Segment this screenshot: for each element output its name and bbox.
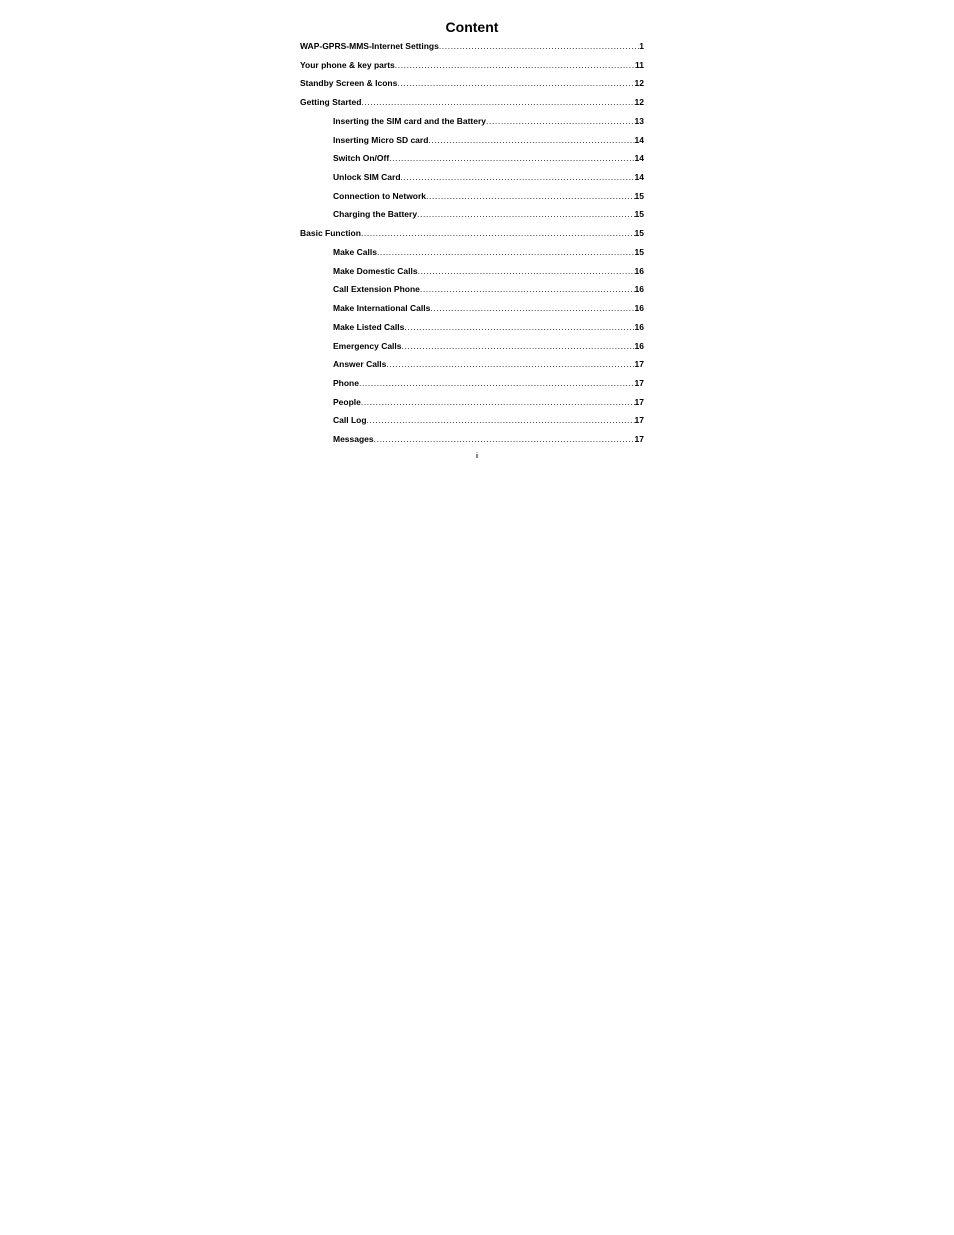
dot-leader <box>386 359 634 369</box>
toc-entry[interactable] <box>300 322 644 341</box>
toc-entry-label: Your phone & key parts <box>300 59 395 70</box>
toc-entry[interactable] <box>300 359 644 378</box>
toc-entry[interactable] <box>300 228 644 247</box>
toc-entry[interactable] <box>300 60 644 79</box>
toc-entry-label: Getting Started <box>300 97 362 108</box>
toc-entry[interactable] <box>300 191 644 210</box>
toc-entry[interactable] <box>300 303 644 322</box>
toc-entry-label: Answer Calls <box>333 359 387 370</box>
toc-entry-label: Make International Calls <box>333 303 431 314</box>
toc-entry-page: 15 <box>634 246 644 257</box>
dot-leader <box>397 78 634 88</box>
toc-entry[interactable] <box>300 434 644 453</box>
dot-leader <box>361 228 635 238</box>
toc-entry[interactable] <box>300 378 644 397</box>
toc-entry[interactable] <box>300 397 644 416</box>
dot-leader <box>426 191 635 201</box>
table-of-contents <box>300 41 644 453</box>
toc-entry-page: 17 <box>634 359 644 370</box>
toc-entry[interactable] <box>300 97 644 116</box>
toc-entry-label: Switch On/Off <box>333 153 390 164</box>
dot-leader <box>420 284 635 294</box>
toc-entry-page: 12 <box>634 97 644 108</box>
toc-entry[interactable] <box>300 153 644 172</box>
toc-entry-page: 1 <box>639 41 644 51</box>
toc-entry-page: 14 <box>634 172 644 183</box>
toc-entry-label: WAP-GPRS-MMS-Internet Settings <box>300 41 439 51</box>
toc-entry-label: Phone <box>333 377 359 388</box>
toc-entry-page: 14 <box>634 153 644 164</box>
toc-entry-page: 17 <box>634 415 644 426</box>
dot-leader <box>377 247 635 257</box>
toc-entry[interactable] <box>300 284 644 303</box>
dot-leader <box>374 434 635 444</box>
toc-entry-label: Make Calls <box>333 246 377 257</box>
toc-entry-label: Charging the Battery <box>333 209 418 220</box>
toc-entry-page: 16 <box>634 284 644 295</box>
dot-leader <box>439 41 639 51</box>
toc-entry[interactable] <box>300 41 644 60</box>
toc-entry[interactable] <box>300 116 644 135</box>
toc-entry[interactable] <box>300 415 644 434</box>
toc-entry-label: Inserting the SIM card and the Battery <box>333 115 487 126</box>
toc-entry-page: 16 <box>634 303 644 314</box>
toc-entry-label: Standby Screen & Icons <box>300 78 398 89</box>
toc-entry-label: Basic Function <box>300 228 361 239</box>
page-title: Content <box>445 19 499 35</box>
toc-entry-page: 14 <box>634 134 644 145</box>
toc-entry-label: Inserting Micro SD card <box>333 134 429 145</box>
dot-leader <box>367 415 635 425</box>
toc-entry-page: 15 <box>634 190 644 201</box>
dot-leader <box>401 172 635 182</box>
toc-entry-label: Make Listed Calls <box>333 321 405 332</box>
toc-entry-label: Connection to Network <box>333 190 427 201</box>
toc-entry[interactable] <box>300 341 644 360</box>
toc-entry[interactable] <box>300 209 644 228</box>
dot-leader <box>402 341 635 351</box>
toc-entry-page: 17 <box>634 434 644 445</box>
dot-leader <box>417 209 634 219</box>
toc-entry[interactable] <box>300 135 644 154</box>
toc-entry-label: Emergency Calls <box>333 340 402 351</box>
toc-entry[interactable] <box>300 266 644 285</box>
page-number: ii <box>475 453 479 460</box>
toc-entry-page: 12 <box>634 78 644 89</box>
toc-entry-page: 16 <box>634 265 644 276</box>
toc-entry-page: 16 <box>634 340 644 351</box>
toc-entry-page: 11 <box>635 59 644 70</box>
toc-entry-page: 15 <box>634 228 644 239</box>
dot-leader <box>395 60 635 70</box>
toc-entry-page: 13 <box>634 115 644 126</box>
toc-entry-page: 17 <box>634 396 644 407</box>
toc-entry[interactable] <box>300 247 644 266</box>
toc-entry-page: 15 <box>634 209 644 220</box>
dot-leader <box>418 266 635 276</box>
toc-entry-label: Messages <box>333 434 374 445</box>
toc-entry-page: 17 <box>634 377 644 388</box>
toc-entry-label: People <box>333 396 361 407</box>
toc-entry[interactable] <box>300 78 644 97</box>
toc-entry-page: 16 <box>634 321 644 332</box>
dot-leader <box>361 397 635 407</box>
dot-leader <box>404 322 634 332</box>
dot-leader <box>430 303 634 313</box>
dot-leader <box>389 153 634 163</box>
toc-entry-label: Unlock SIM Card <box>333 172 401 183</box>
dot-leader <box>428 135 634 145</box>
dot-leader <box>361 97 634 107</box>
toc-entry-label: Make Domestic Calls <box>333 265 418 276</box>
toc-entry-label: Call Log <box>333 415 367 426</box>
toc-entry[interactable] <box>300 172 644 191</box>
dot-leader <box>359 378 635 388</box>
dot-leader <box>486 116 635 126</box>
toc-entry-label: Call Extension Phone <box>333 284 420 295</box>
